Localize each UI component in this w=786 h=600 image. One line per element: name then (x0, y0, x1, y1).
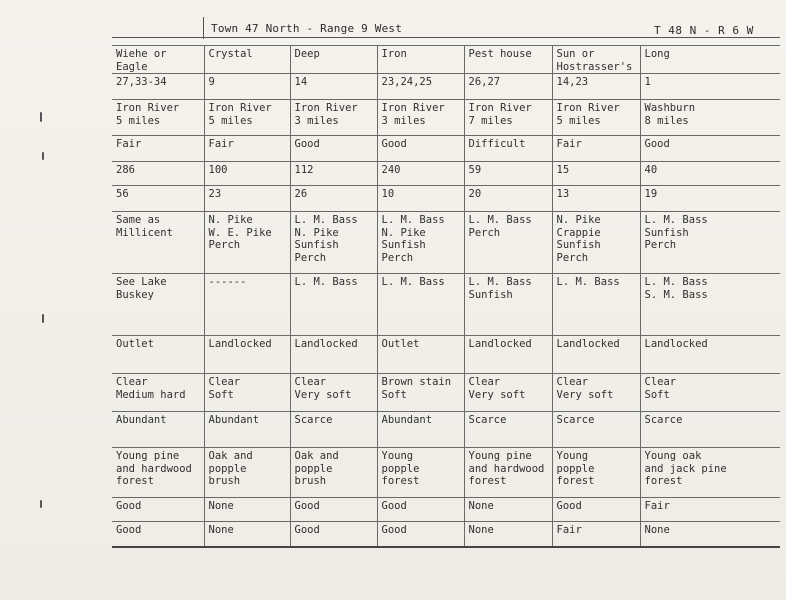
table-cell: Fair (112, 136, 204, 162)
table-cell: Good (112, 498, 204, 522)
table-cell: Fair (640, 498, 780, 522)
table-row (112, 100, 780, 136)
margin-mark (40, 112, 42, 122)
lake-survey-table (112, 45, 780, 547)
table-cell: Good (290, 136, 377, 162)
table-cell: 59 (464, 162, 552, 186)
table-row (112, 336, 780, 374)
table-cell: Washburn 8 miles (640, 100, 780, 136)
table-cell: 23,24,25 (377, 74, 464, 100)
table-cell: Same as Millicent (112, 212, 204, 274)
table-cell: 240 (377, 162, 464, 186)
table-cell: Wiehe or Eagle (112, 46, 204, 74)
table-row (112, 448, 780, 498)
table-cell: Young popple forest (552, 448, 640, 498)
table-cell: Good (377, 136, 464, 162)
table-row (112, 74, 780, 100)
table-cell: ------ (204, 274, 290, 336)
table-cell: 20 (464, 186, 552, 212)
table-cell: Deep (290, 46, 377, 74)
table-cell: 9 (204, 74, 290, 100)
table-cell: None (464, 522, 552, 547)
margin-mark (42, 314, 44, 323)
table-cell: Clear Very soft (552, 374, 640, 412)
table-cell: See Lake Buskey (112, 274, 204, 336)
table-cell: Young pine and hardwood forest (112, 448, 204, 498)
table-cell: Crystal (204, 46, 290, 74)
table-cell: Fair (552, 522, 640, 547)
table-cell: Good (112, 522, 204, 547)
table-cell: None (464, 498, 552, 522)
table-row (112, 374, 780, 412)
table-cell: Iron River 3 miles (377, 100, 464, 136)
table-cell: 26 (290, 186, 377, 212)
header-rule (112, 37, 780, 38)
table-cell: Good (377, 498, 464, 522)
table-cell: 23 (204, 186, 290, 212)
table-row (112, 212, 780, 274)
table-cell: Abundant (112, 412, 204, 448)
table-cell: 15 (552, 162, 640, 186)
table-row (112, 274, 780, 336)
table-cell: Outlet (377, 336, 464, 374)
table-cell: Iron River 5 miles (204, 100, 290, 136)
table-cell: 13 (552, 186, 640, 212)
table-cell: Landlocked (640, 336, 780, 374)
table-cell: 112 (290, 162, 377, 186)
table-cell: N. Pike W. E. Pike Perch (204, 212, 290, 274)
table-cell: L. M. Bass Sunfish Perch (640, 212, 780, 274)
table-cell: Iron River 3 miles (290, 100, 377, 136)
table-cell: L. M. Bass S. M. Bass (640, 274, 780, 336)
table-cell: Pest house (464, 46, 552, 74)
table-cell: Fair (552, 136, 640, 162)
table-cell: Difficult (464, 136, 552, 162)
table-cell: Good (290, 522, 377, 547)
table-cell: Oak and popple brush (290, 448, 377, 498)
table-cell: L. M. Bass (290, 274, 377, 336)
sheet-identifier: T 48 N - R 6 W (654, 24, 754, 37)
table-cell: Landlocked (464, 336, 552, 374)
table-cell: L. M. Bass (552, 274, 640, 336)
table-cell: Long (640, 46, 780, 74)
table-cell: Young popple forest (377, 448, 464, 498)
page-title: Town 47 North - Range 9 West (211, 22, 403, 35)
table-row (112, 136, 780, 162)
table-cell: 100 (204, 162, 290, 186)
table-cell: Clear Soft (640, 374, 780, 412)
table-cell: 40 (640, 162, 780, 186)
table-row (112, 522, 780, 547)
table-cell: Good (640, 136, 780, 162)
table-cell: 56 (112, 186, 204, 212)
table-cell: Clear Soft (204, 374, 290, 412)
table-cell: Young pine and hardwood forest (464, 448, 552, 498)
table-cell: Abundant (204, 412, 290, 448)
table-cell: 1 (640, 74, 780, 100)
table-cell: Scarce (552, 412, 640, 448)
table-cell: Landlocked (290, 336, 377, 374)
table-row (112, 162, 780, 186)
header-divider (203, 17, 204, 39)
table-cell: L. M. Bass Perch (464, 212, 552, 274)
table-cell: Iron River 5 miles (552, 100, 640, 136)
margin-mark (42, 152, 44, 160)
table-cell: Fair (204, 136, 290, 162)
table-cell: 14 (290, 74, 377, 100)
table-cell: L. M. Bass N. Pike Sunfish Perch (290, 212, 377, 274)
table-cell: Scarce (464, 412, 552, 448)
table-cell: Oak and popple brush (204, 448, 290, 498)
table-cell: None (640, 522, 780, 547)
table-row (112, 498, 780, 522)
table-cell: Good (377, 522, 464, 547)
table-cell: Scarce (640, 412, 780, 448)
table-cell: Iron River 5 miles (112, 100, 204, 136)
table-row (112, 46, 780, 74)
table-cell: Sun or Hostrasser's (552, 46, 640, 74)
table-cell: N. Pike Crappie Sunfish Perch (552, 212, 640, 274)
table-cell: Good (552, 498, 640, 522)
table-cell: 27,33-34 (112, 74, 204, 100)
table-cell: Landlocked (552, 336, 640, 374)
table-cell: 286 (112, 162, 204, 186)
table-cell: Young oak and jack pine forest (640, 448, 780, 498)
table-cell: Iron (377, 46, 464, 74)
table-cell: 19 (640, 186, 780, 212)
table-cell: Brown stain Soft (377, 374, 464, 412)
table-cell: 14,23 (552, 74, 640, 100)
table-cell: L. M. Bass N. Pike Sunfish Perch (377, 212, 464, 274)
table-row (112, 186, 780, 212)
table-cell: Clear Medium hard (112, 374, 204, 412)
margin-mark (40, 500, 42, 508)
table-cell: Iron River 7 miles (464, 100, 552, 136)
table-cell: Scarce (290, 412, 377, 448)
table-cell: None (204, 498, 290, 522)
table-row (112, 412, 780, 448)
table-cell: Landlocked (204, 336, 290, 374)
table-bottom-rule (112, 546, 780, 548)
table-cell: None (204, 522, 290, 547)
table-cell: Clear Very soft (290, 374, 377, 412)
table-cell: Outlet (112, 336, 204, 374)
table-cell: Good (290, 498, 377, 522)
table-cell: 10 (377, 186, 464, 212)
table-cell: Clear Very soft (464, 374, 552, 412)
table-cell: 26,27 (464, 74, 552, 100)
table-cell: Abundant (377, 412, 464, 448)
table-cell: L. M. Bass Sunfish (464, 274, 552, 336)
table-cell: L. M. Bass (377, 274, 464, 336)
